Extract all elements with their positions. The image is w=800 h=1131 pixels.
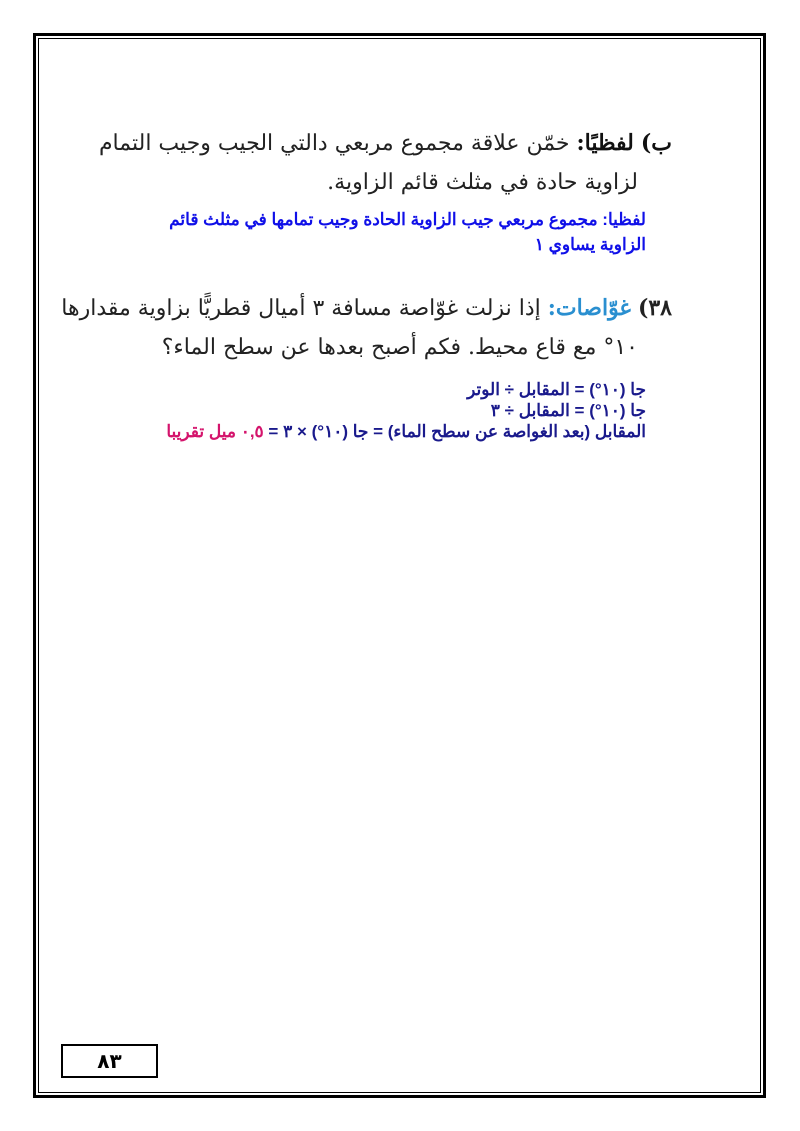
page-border-inner [38,38,761,1093]
part-b-line-1 [99,130,672,156]
page-number-box [61,1044,158,1078]
q38-final-result: ٠,٥ ميل تقريبا [166,422,264,441]
page-number: ٨٣ [97,1049,122,1073]
part-b-topic: لفظيًا: [576,130,634,156]
q38-line-1 [61,295,672,321]
part-b-line-2 [327,170,638,195]
q38-line-2 [162,335,638,360]
q38-topic: غوّاصات: [547,295,631,321]
part-b-text-2: لزاوية حادة في مثلث قائم الزاوية. [327,170,638,195]
part-b-text-1: خمّن علاقة مجموع مربعي دالتي الجيب وجيب التمام [98,131,570,156]
q38-solution-1: جا (١٠°) = المقابل ÷ الوتر [467,380,646,399]
q38-number: ٣٨) [637,295,672,321]
part-b-label: ب) [640,130,672,156]
q38-final-answer [166,422,646,442]
q38-final-prefix: المقابل (بعد الغواصة عن سطح الماء) = جا (١٠°) × ٣ = [268,422,646,441]
q38-text-2: ١٠° مع قاع محيط. فكم أصبح بعدها عن سطح الماء؟ [161,335,638,360]
part-b-answer-2: الزاوية يساوي ١ [534,235,646,254]
q38-solution-2: جا (١٠°) = المقابل ÷ ٣ [490,401,646,420]
part-b-answer-1: لفظيا: مجموع مربعي جيب الزاوية الحادة وجيب تمامها في مثلث قائم [169,210,646,229]
q38-text-1: إذا نزلت غوّاصة مسافة ٣ أميال قطريًّا بزاوية مقدارها [61,296,541,321]
